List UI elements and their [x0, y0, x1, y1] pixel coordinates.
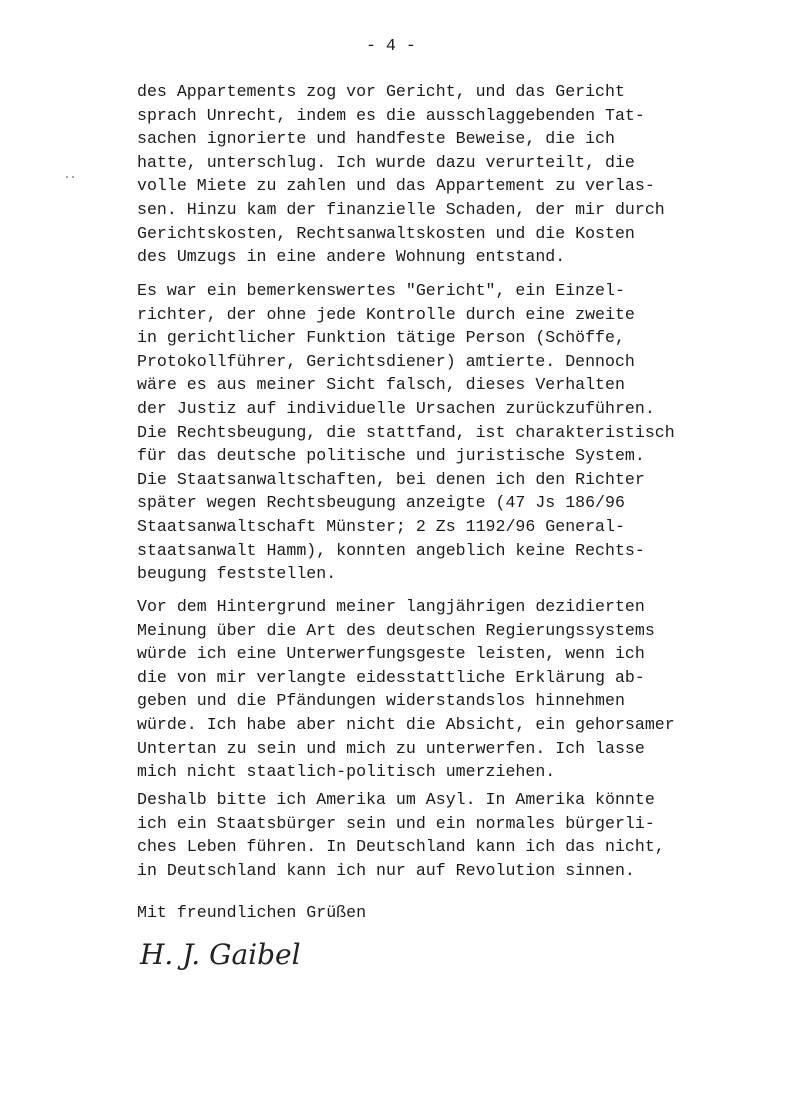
- text-line: mich nicht staatlich-politisch umerziehen.: [137, 762, 556, 782]
- signature-text: H. J. Gaibel: [140, 938, 301, 971]
- text-line: des Appartements zog vor Gericht, und das Gericht: [137, 82, 625, 101]
- paragraph: [137, 80, 665, 269]
- page-number: - 4 -: [366, 36, 416, 55]
- text-line: des Umzugs in eine andere Wohnung entstand.: [137, 247, 566, 267]
- text-line: sen. Hinzu kam der finanzielle Schaden, der mir durch: [137, 199, 665, 219]
- text-line: Es war ein bemerkenswertes "Gericht", ein Einzel-: [137, 281, 625, 300]
- scan-speck: [72, 176, 74, 178]
- paragraph: [137, 279, 675, 586]
- text-line: staatsanwalt Hamm), konnten angeblich keine Rechts-: [137, 540, 645, 560]
- text-line: Die Rechtsbeugung, die stattfand, ist charakteristisch: [137, 422, 675, 442]
- text-line: würde. Ich habe aber nicht die Absicht, ein gehorsamer: [137, 714, 675, 734]
- text-line: richter, der ohne jede Kontrolle durch eine zweite: [137, 304, 635, 324]
- text-line: sprach Unrecht, indem es die ausschlaggebenden Tat-: [137, 105, 645, 125]
- text-line: Protokollführer, Gerichtsdiener) amtierte. Dennoch: [137, 351, 635, 371]
- text-line: geben und die Pfändungen widerstandslos hinnehmen: [137, 691, 625, 711]
- text-line: die von mir verlangte eidesstattliche Erklärung ab-: [137, 667, 645, 687]
- text-line: ches Leben führen. In Deutschland kann ich das nicht,: [137, 837, 665, 857]
- text-line: Gerichtskosten, Rechtsanwaltskosten und die Kosten: [137, 223, 635, 243]
- text-line: volle Miete zu zahlen und das Appartement zu verlas-: [137, 176, 655, 196]
- text-line: Staatsanwaltschaft Münster; 2 Zs 1192/96 General-: [137, 516, 625, 536]
- text-line: der Justiz auf individuelle Ursachen zurückzuführen.: [137, 398, 655, 418]
- paragraph: [137, 595, 675, 784]
- text-line: beugung feststellen.: [137, 564, 337, 584]
- text-line: würde ich eine Unterwerfungsgeste leisten, wenn ich: [137, 644, 645, 664]
- text-line: in Deutschland kann ich nur auf Revolution sinnen.: [137, 860, 635, 880]
- text-line: ich ein Staatsbürger sein und ein normales bürgerli-: [137, 813, 655, 833]
- closing: Mit freundlichen Grüßen: [137, 903, 367, 922]
- text-line: hatte, unterschlug. Ich wurde dazu verurteilt, die: [137, 152, 635, 172]
- text-line: Meinung über die Art des deutschen Regierungssystems: [137, 620, 655, 640]
- text-line: Deshalb bitte ich Amerika um Asyl. In Amerika könnte: [137, 790, 655, 809]
- text-line: später wegen Rechtsbeugung anzeigte (47 Js 186/96: [137, 493, 625, 513]
- text-line: Vor dem Hintergrund meiner langjährigen dezidierten: [137, 597, 645, 616]
- text-line: für das deutsche politische und juristische System.: [137, 446, 645, 466]
- scan-speck: [66, 176, 68, 178]
- text-line: sachen ignorierte und handfeste Beweise, die ich: [137, 129, 615, 149]
- text-line: in gerichtlicher Funktion tätige Person (Schöffe,: [137, 328, 625, 348]
- signature: [140, 930, 301, 990]
- text-line: Die Staatsanwaltschaften, bei denen ich den Richter: [137, 469, 645, 489]
- text-line: Untertan zu sein und mich zu unterwerfen. Ich lasse: [137, 738, 645, 758]
- text-line: wäre es aus meiner Sicht falsch, dieses Verhalten: [137, 375, 625, 395]
- paragraph: [137, 788, 665, 882]
